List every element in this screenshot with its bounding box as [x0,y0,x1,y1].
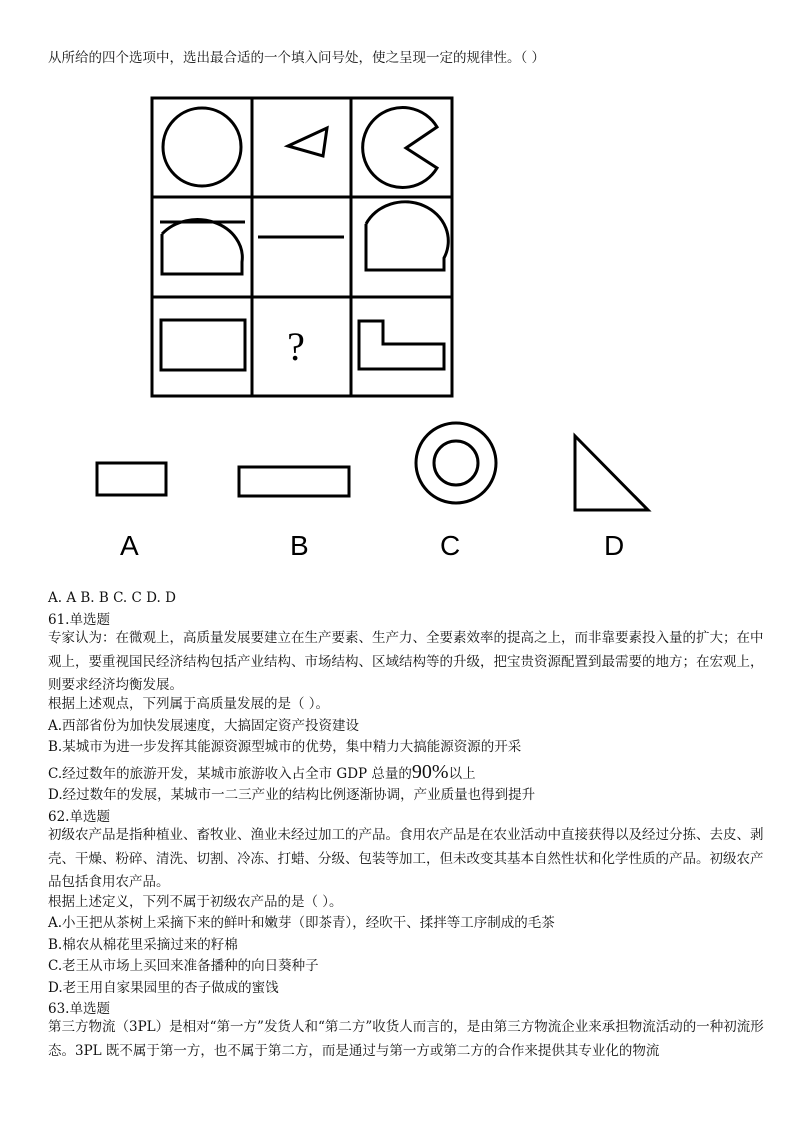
q61-option-b: B.某城市为进一步发挥其能源资源型城市的优势，集中精力大搞能源资源的开采 [48,739,522,755]
q63-passage: 第三方物流（3PL）是相对“第一方”发货人和“第二方”收货人而言的，是由第三方物流企业来承担物流活动的一种初流形态。3PL 既不属于第一方，也不属于第二方，而是通过与第一方或第二方的合作来提供其专业化的物流 [48,1019,764,1059]
q61-number: 61.单选题 [48,612,110,628]
q62-option-a: A.小王把从茶树上采摘下来的鲜叶和嫩芽（即茶青），经吹干、揉拌等工序制成的毛茶 [48,915,555,931]
rectangle-shape [161,320,245,370]
option-a-shape [97,463,166,495]
option-d-triangle-shape [575,436,648,510]
option-c-inner-circle [434,441,478,485]
small-triangle-shape [288,128,327,156]
q61-option-c-value: 90% [411,761,449,783]
answer-choices: A. A B. B C. C D. D [48,590,176,606]
option-a-label: A [120,530,139,561]
q61-option-d: D.经过数年的发展，某城市一二三产业的结构比例逐渐协调，产业质量也得到提升 [48,787,536,803]
option-d-label: D [604,530,625,561]
l-shape [359,321,444,369]
q61-option-c-suffix: 以上 [448,766,476,782]
q63-number: 63.单选题 [48,1001,110,1017]
q61-option-c [48,763,476,783]
q62-option-b: B.棉农从棉花里采摘过来的籽棉 [48,937,238,953]
option-b-shape [239,467,349,496]
option-b-label: B [290,530,309,561]
q62-passage: 初级农产品是指种植业、畜牧业、渔业未经过加工的产品。食用农产品是在农业活动中直接获得以及经过分拣、去皮、剥壳、干燥、粉碎、清洗、切割、冷冻、打蜡、分级、包装等加工，但未改变其基本自然性状和化学性质的产品。初级农产品包括食用农产品。 [48,827,764,890]
question-mark: ? [287,324,305,369]
question-intro: 从所给的四个选项中，选出最合适的一个填入问号处，使之呈现一定的规律性。（ ） [48,50,546,66]
q62-number: 62.单选题 [48,809,110,825]
q62-option-d: D.老王用自家果园里的杏子做成的蜜饯 [48,980,279,996]
q61-question: 根据上述观点，下列属于高质量发展的是（ ）。 [48,696,330,712]
pacman-shape [363,107,437,187]
full-circle-shape [163,108,241,186]
half-dome-shape [162,220,242,274]
q61-option-c-text: C.经过数年的旅游开发，某城市旅游收入占全市 GDP 总量的 [48,766,412,782]
q62-question: 根据上述定义，下列不属于初级农产品的是（ ）。 [48,894,343,910]
option-c-label: C [440,530,461,561]
option-c-outer-circle [416,423,496,503]
q62-option-c: C.老王从市场上买回来准备播种的向日葵种子 [48,958,319,974]
q61-passage: 专家认为：在微观上，高质量发展要建立在生产要素、生产力、全要素效率的提高之上，而非靠要素投入量的扩大；在中观上，要重视国民经济结构包括产业结构、市场结构、区域结构等的升级，把宝贵资源配置到最需要的地方；在宏观上，则要求经济均衡发展。 [48,630,764,693]
dome-shape [366,202,448,270]
q61-option-a: A.西部省份为加快发展速度，大搞固定资产投资建设 [48,718,360,734]
